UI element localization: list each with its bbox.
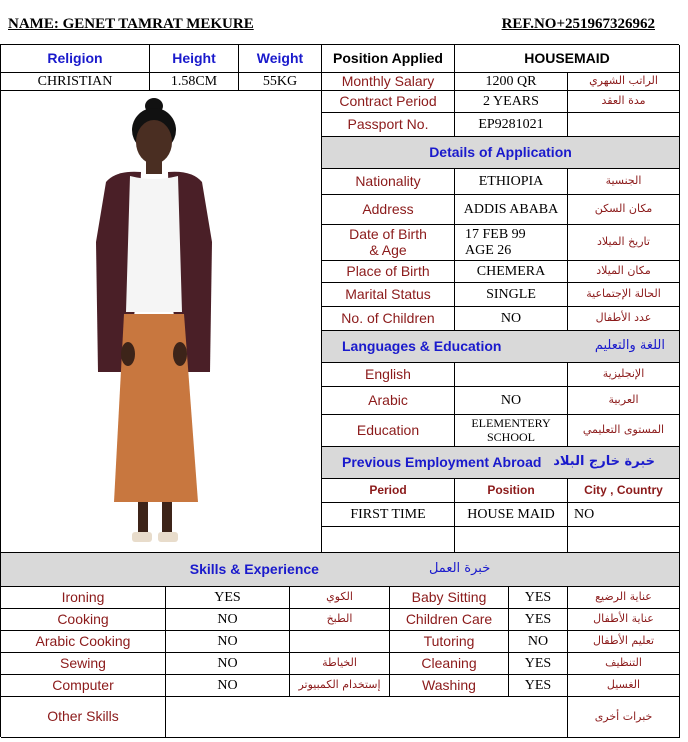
marital-value: SINGLE: [455, 283, 568, 307]
english-value: [455, 363, 568, 387]
weight-value: 55KG: [239, 73, 322, 91]
english-arabic: الإنجليزية: [568, 363, 680, 387]
salary-arabic: الراتب الشهري: [568, 73, 680, 91]
skill-arabic-2: تعليم الأطفال: [568, 631, 680, 653]
weight-header: Weight: [239, 45, 322, 73]
employment-empty-cell-1: [322, 527, 455, 553]
skill-arabic-2: الغسيل: [568, 675, 680, 697]
skill-arabic-2: عناية الرضيع: [568, 587, 680, 609]
nationality-value: ETHIOPIA: [455, 169, 568, 195]
dob-label-line2: & Age: [369, 241, 407, 258]
children-value: NO: [455, 307, 568, 331]
education-label: Education: [322, 415, 455, 447]
arabic-value: NO: [455, 387, 568, 415]
skill-label-2: Cleaning: [390, 653, 509, 675]
education-value-line1: ELEMENTERY: [471, 416, 551, 431]
skill-value-2: YES: [509, 587, 568, 609]
contract-arabic: مدة العقد: [568, 91, 680, 113]
other-skills-value: [166, 697, 568, 738]
other-skills-label: Other Skills: [1, 697, 166, 738]
skill-arabic: الخياطة: [290, 653, 390, 675]
address-arabic: مكان السكن: [568, 195, 680, 225]
skill-arabic: [290, 631, 390, 653]
passport-value: EP9281021: [455, 113, 568, 137]
skill-arabic: إستخدام الكمبيوتر: [290, 675, 390, 697]
marital-label: Marital Status: [322, 283, 455, 307]
languages-title: Languages & Education: [342, 337, 502, 354]
pob-label: Place of Birth: [322, 261, 455, 283]
nationality-arabic: الجنسية: [568, 169, 680, 195]
arabic-arabic: العربية: [568, 387, 680, 415]
skill-label: Cooking: [1, 609, 166, 631]
skill-label-2: Washing: [390, 675, 509, 697]
religion-header: Religion: [1, 45, 150, 73]
period-value: FIRST TIME: [322, 503, 455, 527]
salary-label: Monthly Salary: [322, 73, 455, 91]
candidate-photo: [86, 92, 236, 552]
marital-arabic: الحالة الإجتماعية: [568, 283, 680, 307]
education-arabic: المستوى التعليمي: [568, 415, 680, 447]
arabic-label: Arabic: [322, 387, 455, 415]
languages-section-title: [322, 331, 680, 363]
children-arabic: عدد الأطفال: [568, 307, 680, 331]
skill-arabic: الطبخ: [290, 609, 390, 631]
cv-table: [0, 44, 679, 737]
skill-label: Arabic Cooking: [1, 631, 166, 653]
skills-title: Skills & Experience: [189, 560, 319, 577]
skill-label: Computer: [1, 675, 166, 697]
skill-value-2: YES: [509, 653, 568, 675]
skill-label: Ironing: [1, 587, 166, 609]
employment-empty-cell-2: [455, 527, 568, 553]
application-section-title: Details of Application: [322, 137, 680, 169]
contract-value: 2 YEARS: [455, 91, 568, 113]
reference-number: REF.NO+251967326962: [501, 16, 655, 32]
contract-label: Contract Period: [322, 91, 455, 113]
education-value-line2: SCHOOL: [486, 429, 535, 444]
dob-value: [455, 225, 568, 261]
emp-position-header: Position: [455, 479, 568, 503]
dob-date: 17 FEB 99: [465, 227, 526, 243]
age-value: AGE 26: [465, 242, 512, 258]
salary-value: 1200 QR: [455, 73, 568, 91]
height-value: 1.58CM: [150, 73, 239, 91]
pob-value: CHEMERA: [455, 261, 568, 283]
employment-title-arabic: خبرة خارج البلاد: [553, 454, 655, 470]
skill-value-2: NO: [509, 631, 568, 653]
skill-label-2: Children Care: [390, 609, 509, 631]
skills-section-title: [1, 553, 680, 587]
skill-value: NO: [166, 631, 290, 653]
address-label: Address: [322, 195, 455, 225]
skill-label-2: Baby Sitting: [390, 587, 509, 609]
skill-value: NO: [166, 609, 290, 631]
passport-label: Passport No.: [322, 113, 455, 137]
skill-arabic: الكوي: [290, 587, 390, 609]
other-skills-arabic: خبرات أخرى: [568, 697, 680, 738]
emp-position-value: HOUSE MAID: [455, 503, 568, 527]
religion-value: CHRISTIAN: [1, 73, 150, 91]
candidate-name: NAME: GENET TAMRAT MEKURE: [8, 16, 254, 32]
height-header: Height: [150, 45, 239, 73]
dob-label-line1: Date of Birth: [349, 226, 427, 243]
dob-label: [322, 225, 455, 261]
skills-title-arabic: خبرة العمل: [428, 561, 491, 577]
address-value: ADDIS ABABA: [455, 195, 568, 225]
skill-value: YES: [166, 587, 290, 609]
pob-arabic: مكان الميلاد: [568, 261, 680, 283]
skill-arabic-2: التنظيف: [568, 653, 680, 675]
skill-value: NO: [166, 675, 290, 697]
employment-empty-cell-3: [568, 527, 680, 553]
dob-arabic: تاريخ الميلاد: [568, 225, 680, 261]
position-value: HOUSEMAID: [455, 45, 680, 73]
period-header: Period: [322, 479, 455, 503]
children-label: No. of Children: [322, 307, 455, 331]
skill-value-2: YES: [509, 609, 568, 631]
position-header: Position Applied: [322, 45, 455, 73]
languages-title-arabic: اللغة والتعليم: [594, 338, 665, 354]
passport-arabic-empty: [568, 113, 680, 137]
english-label: English: [322, 363, 455, 387]
education-value: [455, 415, 568, 447]
skill-value-2: YES: [509, 675, 568, 697]
skill-value: NO: [166, 653, 290, 675]
skill-label-2: Tutoring: [390, 631, 509, 653]
skill-label: Sewing: [1, 653, 166, 675]
skill-arabic-2: عناية الأطفال: [568, 609, 680, 631]
city-country-header: City , Country: [568, 479, 680, 503]
employment-section-title: [322, 447, 680, 479]
photo-panel: [1, 91, 322, 553]
city-country-value: NO: [568, 503, 680, 527]
employment-title: Previous Employment Abroad: [342, 453, 542, 470]
nationality-label: Nationality: [322, 169, 455, 195]
